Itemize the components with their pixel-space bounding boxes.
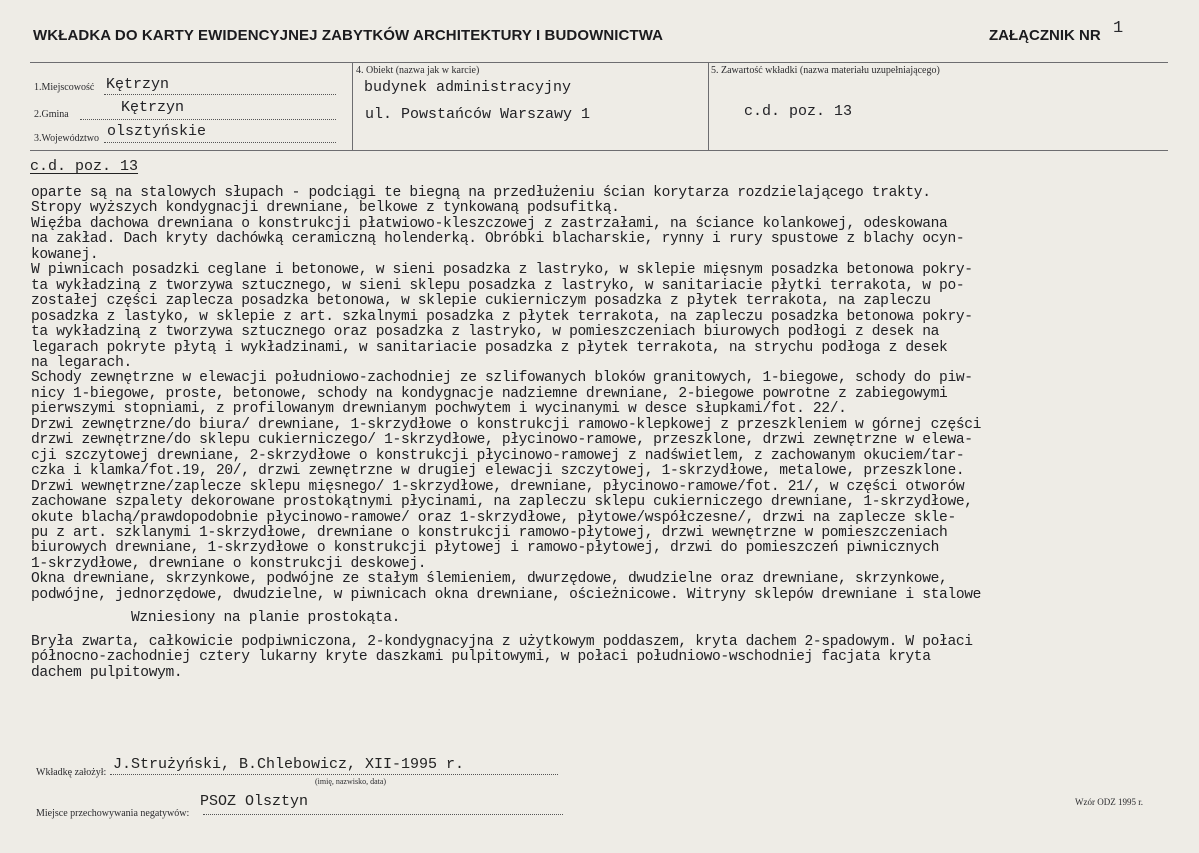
text-line: ta wykładziną z tworzywa sztucznego oraz posadzka z lastryko, w pomieszczeniach biurowych podłogi z desek na [31,324,940,341]
text-line: Więźba dachowa drewniana o konstrukcji płatwiowo-kleszczowej z zastrzałami, na ściance kolankowej, odeskowana [31,215,948,232]
text-line: północno-zachodniej cztery lukarny kryte daszkami pulpitowymi, w połaci południowo-wschodniej facjata kryta [31,649,931,666]
voivodeship-value: olsztyńskie [107,123,207,140]
author-dotted-line [110,774,558,775]
text-line: pu z art. szklanymi 1-skrzydłowe, drewniane o konstrukcji ramowo-płytowej, drzwi wewnętrzne w pomieszczeniach [31,524,948,541]
locality-value: Kętrzyn [106,76,170,93]
text-line: kowanej. [31,246,99,263]
content-value: c.d. poz. 13 [744,103,853,120]
text-line: okute blachą/prawdopodobnie płycinowo-ramowe/ oraz 1-skrzydłowe, płytowe/współczesne/, drzwi na zaplecze skle- [31,509,956,526]
content-label: 5. Zawartość wkładki (nazwa materiału uzupełniającego) [711,65,940,76]
text-line: Wzniesiony na planie prostokąta. [131,610,401,627]
annex-label: ZAŁĄCZNIK NR [989,27,1101,44]
object-line-1: budynek administracyjny [364,79,572,96]
description-paragraph-3 [31,635,1176,681]
author-value: J.Strużyński, B.Chlebowicz, XII-1995 r. [113,756,465,773]
header-top-rule [30,62,1168,63]
commune-value: Kętrzyn [121,99,185,116]
text-line: posadzka z lastyko, w sklepie z art. szkalnymi posadzka z płytek terrakota, na zapleczu posadzka betonowa pokry- [31,308,973,325]
form-code: Wzór ODZ 1995 r. [1075,797,1143,807]
description-paragraph-1 [31,186,1176,603]
column-divider-1 [352,62,353,150]
storage-label: Miejsce przechowywania negatywów: [36,808,190,819]
form-title: WKŁADKA DO KARTY EWIDENCYJNEJ ZABYTKÓW ARCHITEKTURY I BUDOWNICTWA [33,27,664,44]
text-line: Drzwi zewnętrzne/do biura/ drewniane, 1-skrzydłowe o konstrukcji ramowo-klepkowej z przeszkleniem w górnej części [31,416,982,433]
text-line: Schody zewnętrzne w elewacji południowo-zachodniej ze szlifowanych bloków granitowych, 1-biegowe, schody do piw- [31,370,973,387]
description-paragraph-2 [31,611,1176,626]
object-label: 4. Obiekt (nazwa jak w karcie) [356,65,480,76]
author-label: Wkładkę założył: [36,767,107,778]
text-line: 1-skrzydłowe, drewniane o konstrukcji deskowej. [31,555,427,572]
text-line: dachem pulpitowym. [31,664,183,681]
text-line: W piwnicach posadzki ceglane i betonowe, w sieni posadzka z lastryko, w sklepie mięsnym posadzka betonowa pokry- [31,262,973,279]
continuation-heading: c.d. poz. 13 [30,158,139,175]
voivodeship-label: 3.Województwo [34,133,100,144]
locality-label: 1.Miejscowość [34,82,95,93]
commune-dotted-line [80,119,336,120]
text-line: pierwszymi stopniami, z profilowanym drewnianym pochwytem i wycinanymi w desce słupkami/fot. 22/. [31,401,847,418]
text-line: zachowane szpalety dekorowane prostokątnymi płycinami, na zapleczu sklepu cukierniczego drewniane, 1-skrzydłowe, [31,494,973,511]
text-line: Okna drewniane, skrzynkowe, podwójne ze stałym ślemieniem, dwurzędowe, dwudzielne oraz drewniane, skrzynkowe, [31,571,948,588]
text-line: nicy 1-biegowe, proste, betonowe, schody na kondygnacje nadziemne drewniane, 2-biegowe powrotne z zabiegowymi [31,385,948,402]
column-divider-2 [708,62,709,150]
text-line: na legarach. [31,354,132,371]
text-line: Bryła zwarta, całkowicie podpiwniczona, 2-kondygnacyjna z użytkowym poddaszem, kryta dachem 2-spadowym. W połaci [31,633,973,650]
text-line: cji szczytowej drewniane, 2-skrzydłowe o konstrukcji płycinowo-ramowej z nadświetlem, z zachowanym okuciem/tar- [31,447,965,464]
text-line: podwójne, jednorzędowe, dwudzielne, w piwnicach okna drewniane, ościeżnicowe. Witryny sklepów drewniane i stalowe [31,586,982,603]
author-hint: (imię, nazwisko, data) [315,777,387,786]
text-line: czka i klamka/fot.19, 20/, drzwi zewnętrzne w drugiej elewacji szczytowej, 1-skrzydłowe, metalowe, przeszklone. [31,463,965,480]
text-line: Stropy wyższych kondygnacji drewniane, belkowe z tynkowaną podsufitką. [31,200,620,217]
text-line: legarach pokryte płytą i wykładzinami, w sanitariacie posadzka z płytek terrakota, na strychu podłoga z desek [31,339,948,356]
voivodeship-dotted-line [104,142,336,143]
text-line: drzwi zewnętrzne/do sklepu cukierniczego/ 1-skrzydłowe, płycinowo-ramowe, przeszklone, drzwi zewnętrzne w elewa- [31,432,973,449]
text-line: zostałej części zaplecza posadzka betonowa, w sklepie cukierniczym posadzka z płytek terrakota, na zapleczu [31,293,931,310]
text-line: na zakład. Dach kryty dachówką ceramiczną holenderką. Obróbki blacharskie, rynny i rury spustowe z blachy ocyn- [31,231,965,248]
storage-dotted-line [203,814,563,815]
object-line-2: ul. Powstańców Warszawy 1 [365,106,591,123]
text-line: ta wykładziną z tworzywa sztucznego, w sieni sklepu posadzka z lastryko, w sanitariacie płytki terrakota, w po- [31,277,965,294]
locality-dotted-line [104,94,336,95]
header-bottom-rule [30,150,1168,151]
text-line: oparte są na stalowych słupach - podciągi te biegną na przedłużeniu ścian korytarza rozdzielającego trakty. [31,185,931,201]
commune-label: 2.Gmina [34,109,69,120]
storage-value: PSOZ Olsztyn [200,793,309,810]
description-body [31,186,1176,681]
text-line: biurowych drewniane, 1-skrzydłowe o konstrukcji płytowej i ramowo-płytowej, drzwi do pomieszczeń piwnicznych [31,540,940,557]
text-line: Drzwi wewnętrzne/zaplecze sklepu mięsnego/ 1-skrzydłowe, drewniane, płycinowo-ramowe/fot. 21/, w części otworów [31,478,965,495]
annex-number: 1 [1113,19,1124,38]
